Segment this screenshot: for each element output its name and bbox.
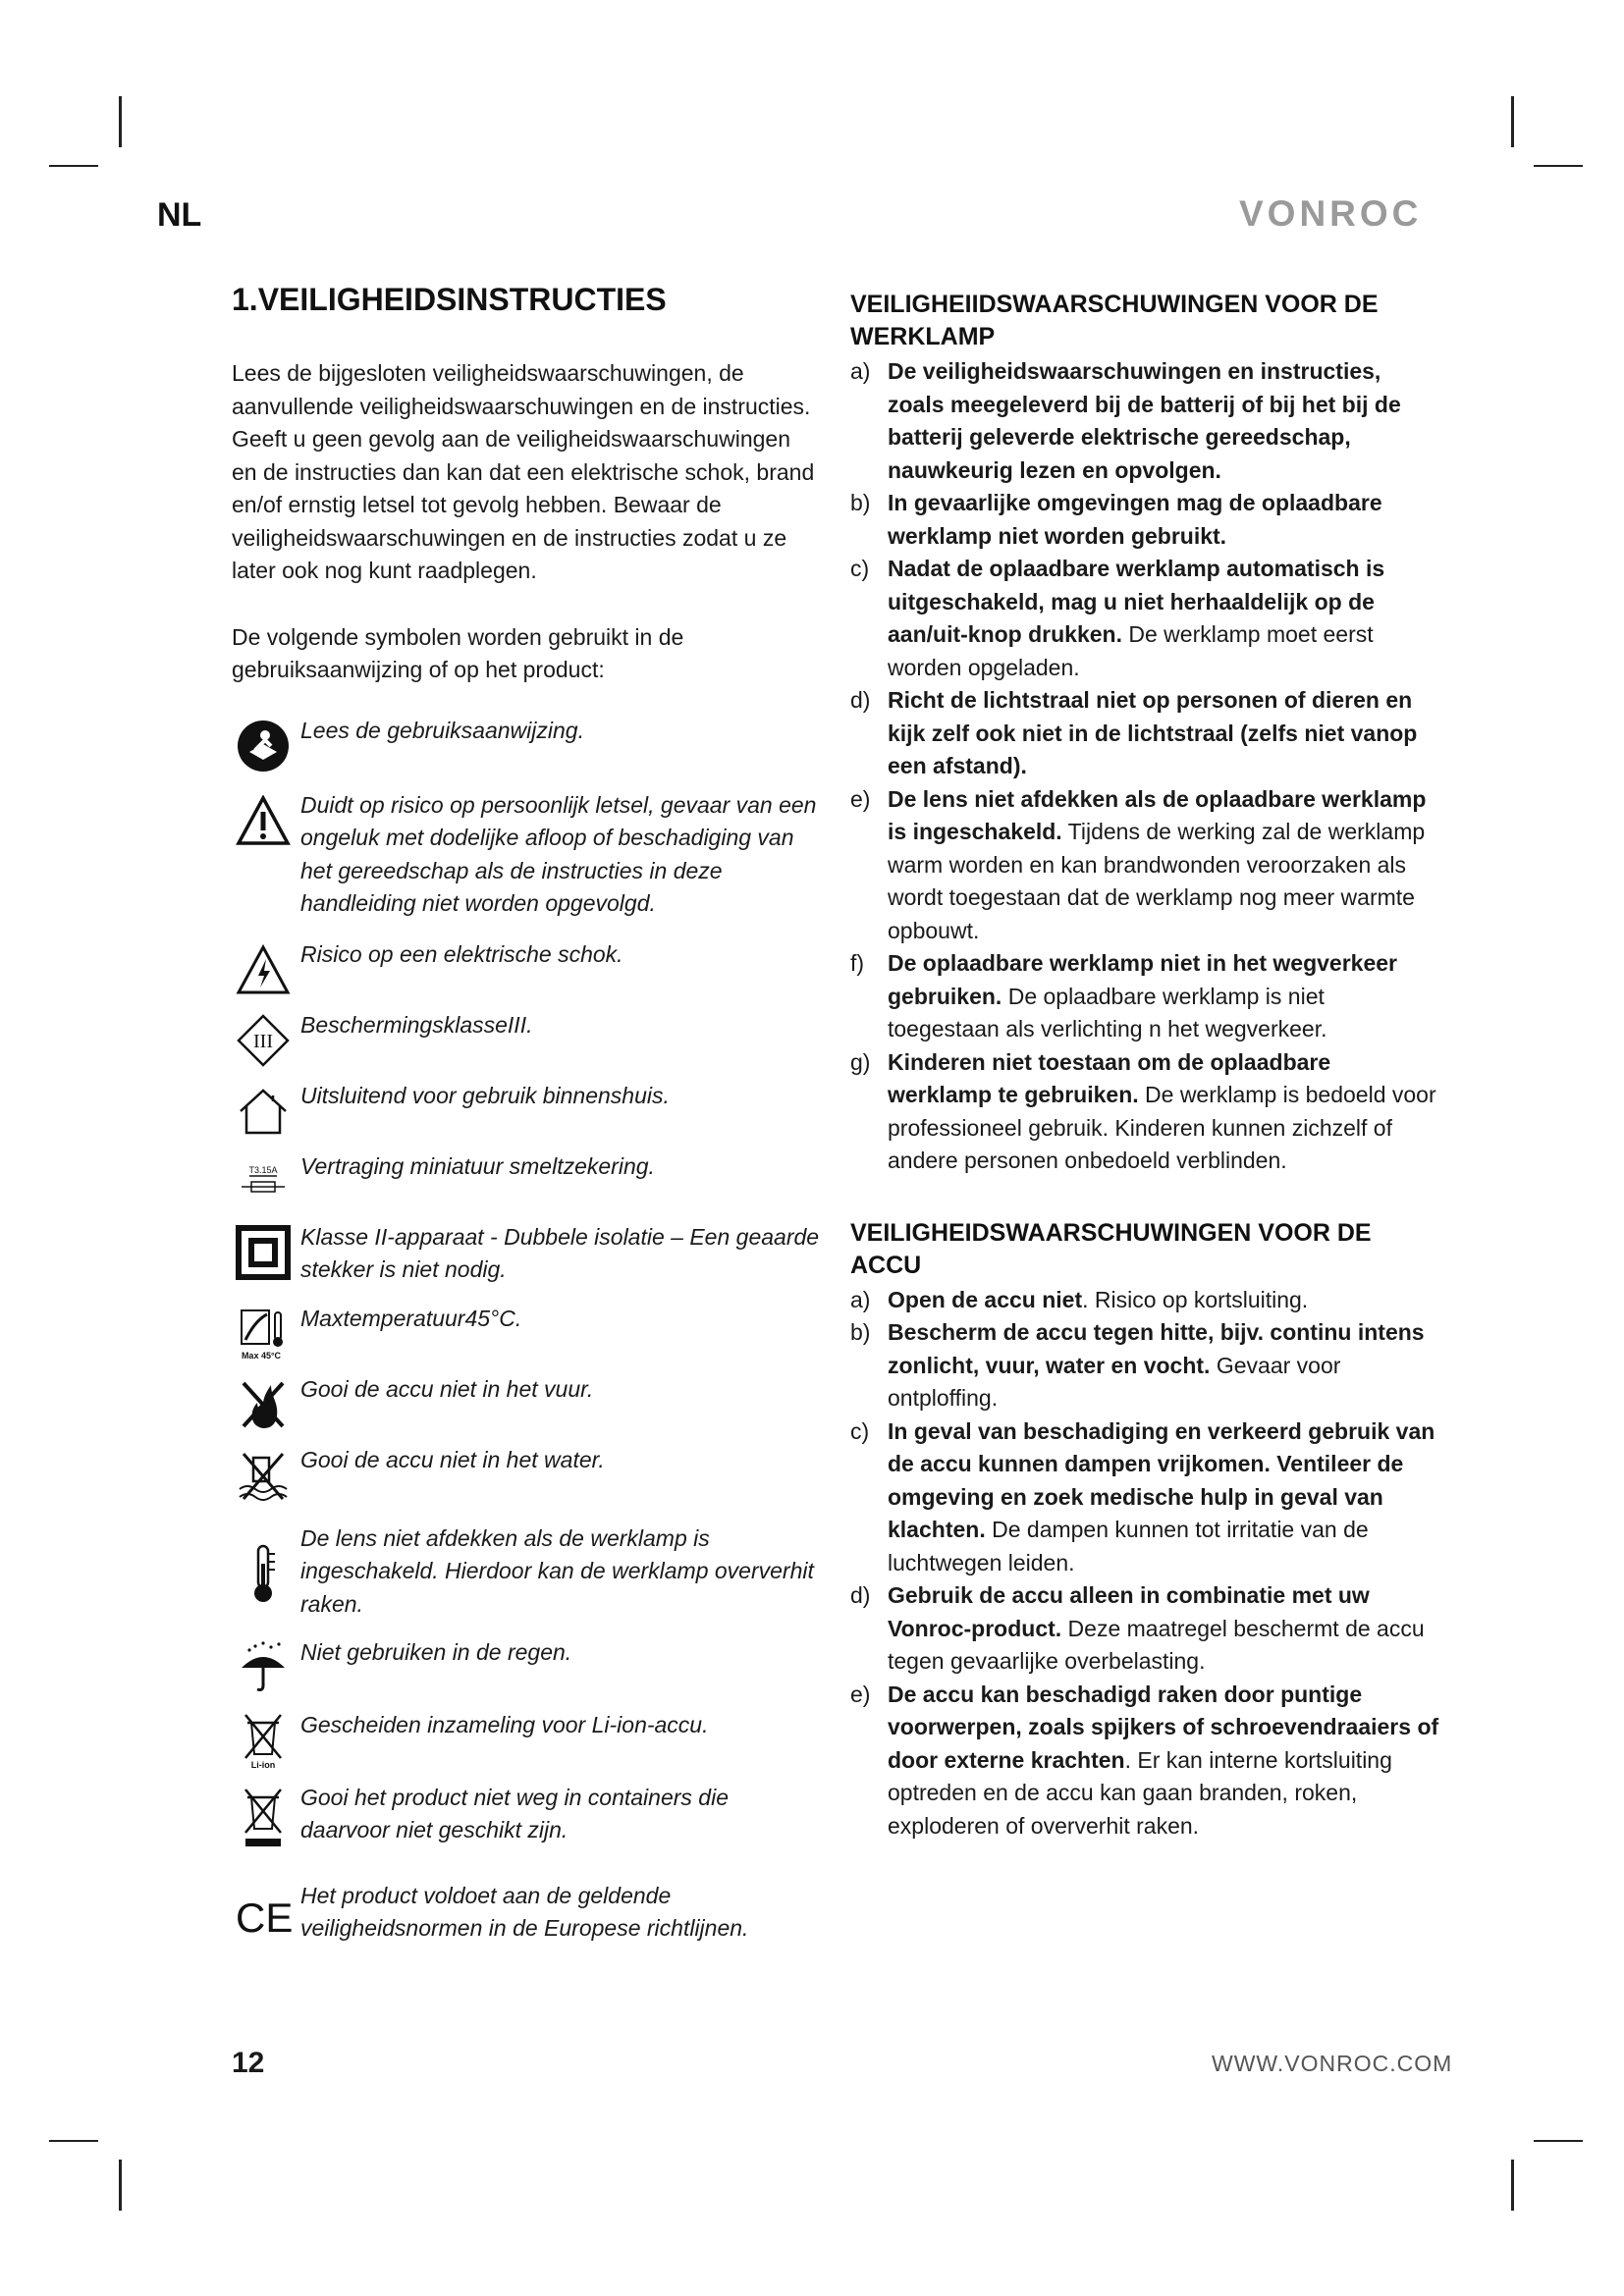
accu-warnings-title: VEILIGHEIDSWAARSCHUWINGEN VOOR DE ACCU — [850, 1218, 1372, 1279]
crop-mark — [1511, 96, 1514, 147]
symbol-row — [232, 1303, 821, 1363]
crop-mark — [1511, 2160, 1514, 2211]
website-url[interactable]: WWW.VONROC.COM — [1212, 2051, 1453, 2076]
section-gap — [850, 1178, 1439, 1217]
symbol-row — [232, 1636, 821, 1697]
no-rain-icon — [232, 1638, 295, 1697]
indoor-use-icon — [232, 1082, 295, 1141]
symbol-text: Gooi de accu niet in het water. — [300, 1446, 605, 1472]
symbol-text: Lees de gebruiksaanwijzing. — [300, 717, 584, 743]
no-fire-icon — [232, 1375, 295, 1434]
list-item: d) Richt de lichtstraal niet op personen of dieren en kijk zelf ook niet in de lichtstraal (zelfs niet vanop een afstand). — [850, 687, 1418, 778]
double-insulation-icon — [232, 1223, 295, 1282]
electric-shock-icon — [232, 940, 295, 999]
crop-mark — [1534, 165, 1583, 167]
symbol-text: Vertraging miniatuur smeltzekering. — [300, 1152, 655, 1179]
symbol-text: Niet gebruiken in de regen. — [300, 1638, 572, 1665]
list-item: d) Gebruik de accu alleen in combinatie met uw Vonroc-product. Deze maatregel beschermt de accu tegen gevaarlijke overbelasting. — [850, 1582, 1425, 1674]
temp-label: Max 45°C — [241, 1350, 282, 1361]
list-item: c) Nadat de oplaadbare werklamp automatisch is uitgeschakeld, mag u niet herhaaldelijk op de aan/uit-knop drukken. De werklamp moet eerst worden opgeladen. — [850, 556, 1385, 680]
ce-mark-icon — [232, 1882, 295, 1950]
section-title: 1.VEILIGHEIDSINSTRUCTIES — [232, 282, 667, 317]
symbol-row — [232, 1373, 821, 1434]
thermometer-icon — [232, 1524, 295, 1623]
li-ion-recycle-icon — [232, 1711, 295, 1770]
svg-text:III: III — [253, 1030, 273, 1052]
list-item: f) De oplaadbare werklamp niet in het wegverkeer gebruiken. De oplaadbare werklamp is niet toegestaan als verlichting n het wegverkeer. — [850, 950, 1397, 1041]
symbol-row — [232, 1709, 821, 1770]
symbol-text: Duidt op risico op persoonlijk letsel, gevaar van een ongeluk met dodelijke afloop of beschadiging van het gereedschap als de instructies in deze handleiding niet worden opgevolgd. — [300, 791, 817, 916]
intro-paragraph: Lees de bijgesloten veiligheidswaarschuwingen, de aanvullende veiligheidswaarschuwingen en de instructies. Geeft u geen gevolg aan de veiligheidswaarschuwingen en de instructies dan kan dat een elektrische schok, brand en/of ernstig letsel tot gevolg hebben. Bewaar de veiligheidswaarschuwingen en de instructies zodat u ze later ook nog kunt raadplegen. — [232, 360, 815, 583]
list-item: b) Bescherm de accu tegen hitte, bijv. continu intens zonlicht, vuur, water en vocht. Gevaar voor ontploffing. — [850, 1319, 1425, 1411]
list-item: e) De lens niet afdekken als de oplaadbare werklamp is ingeschakeld. Tijdens de werking zal de werklamp warm worden en kan brandwonden veroorzaken als wordt toegestaan dat de werklamp nog meer warmte opbouwt. — [850, 785, 1427, 943]
list-item: b) In gevaarlijke omgevingen mag de oplaadbare werklamp niet worden gebruikt. — [850, 490, 1382, 549]
symbol-row — [232, 1782, 821, 1852]
list-item: e) De accu kan beschadigd raken door puntige voorwerpen, zoals spijkers of schroevendraaiers of door externe krachten. Er kan interne kortsluiting optreden en de accu kan gaan branden, roken, exploderen of oververhit raken. — [850, 1681, 1439, 1839]
read-manual-icon — [232, 717, 295, 775]
fuse-icon — [232, 1152, 295, 1211]
no-water-icon — [232, 1446, 295, 1505]
symbols-intro: De volgende symbolen worden gebruikt in de gebruiksaanwijzing of op het product: — [232, 623, 684, 682]
crop-mark — [1534, 2140, 1583, 2142]
symbol-row — [232, 1522, 821, 1623]
symbol-row — [232, 1880, 821, 1950]
symbol-text: Gooi het product niet weg in containers die daarvoor niet geschikt zijn. — [300, 1784, 729, 1842]
crop-mark — [49, 2140, 98, 2142]
symbol-text: Gooi de accu niet in het vuur. — [300, 1375, 594, 1402]
werklamp-warnings-title: VEILIGHEIIDSWAARSCHUWINGEN VOOR DE WERKLAMP — [850, 291, 1379, 350]
language-code: NL — [157, 196, 202, 234]
symbol-row — [232, 1221, 821, 1287]
symbol-text: Gescheiden inzameling voor Li-ion-accu. — [300, 1711, 709, 1737]
symbol-text: Het product voldoet aan de geldende veiligheidsnormen in de Europese richtlijnen. — [300, 1882, 749, 1941]
symbol-text: Risico op een elektrische schok. — [300, 940, 623, 967]
symbol-row — [232, 938, 821, 999]
list-item: a) De veiligheidswaarschuwingen en instructies, zoals meegeleverd bij de batterij of bij het bij de batterij geleverde elektrische gereedschap, nauwkeurig lezen en opvolgen. — [850, 358, 1401, 483]
bin-label: Li-ion — [250, 1759, 276, 1770]
left-column — [232, 282, 821, 1960]
right-column — [850, 289, 1439, 1842]
warning-triangle-icon — [232, 791, 295, 850]
brand-name: VONROC — [1239, 194, 1423, 234]
symbol-text: De lens niet afdekken als de werklamp is ingeschakeld. Hierdoor kan de werklamp oververhit raken. — [300, 1524, 814, 1617]
symbol-text: BeschermingsklasseIII. — [300, 1011, 533, 1038]
list-item: g) Kinderen niet toestaan om de oplaadbare werklamp te gebruiken. De werklamp is bedoeld voor professioneel gebruik. Kinderen kunnen zichzelf of andere personen onbedoeld verblinden. — [850, 1048, 1436, 1173]
weee-bin-icon — [232, 1784, 295, 1852]
protection-class-iii-icon — [232, 1011, 295, 1070]
crop-mark — [119, 2160, 122, 2211]
symbol-text: Maxtemperatuur45°C. — [300, 1305, 522, 1331]
crop-mark — [49, 165, 98, 167]
brand-logo — [1239, 194, 1445, 234]
symbol-row — [232, 1080, 821, 1141]
list-item: c) In geval van beschadiging en verkeerd gebruik van de accu kunnen dampen vrijkomen. Ventileer de omgeving en zoek medische hulp in geval van klachten. De dampen kunnen tot irritatie van de luchtwegen leiden. — [850, 1417, 1435, 1575]
fuse-label: T3.15A — [248, 1164, 278, 1175]
symbol-row — [232, 1150, 821, 1211]
symbol-text: Klasse II-apparaat - Dubbele isolatie – Een geaarde stekker is niet nodig. — [300, 1223, 820, 1282]
symbol-row — [232, 715, 821, 775]
page-number: 12 — [232, 2047, 265, 2079]
ce-label: CE — [236, 1894, 293, 1938]
list-item: a) Open de accu niet. Risico op kortsluiting. — [850, 1286, 1309, 1312]
symbol-row — [232, 789, 821, 921]
symbol-row — [232, 1009, 821, 1070]
max-temperature-icon — [232, 1305, 295, 1363]
symbol-text: Uitsluitend voor gebruik binnenshuis. — [300, 1082, 670, 1108]
symbol-row — [232, 1444, 821, 1505]
crop-mark — [119, 96, 122, 147]
